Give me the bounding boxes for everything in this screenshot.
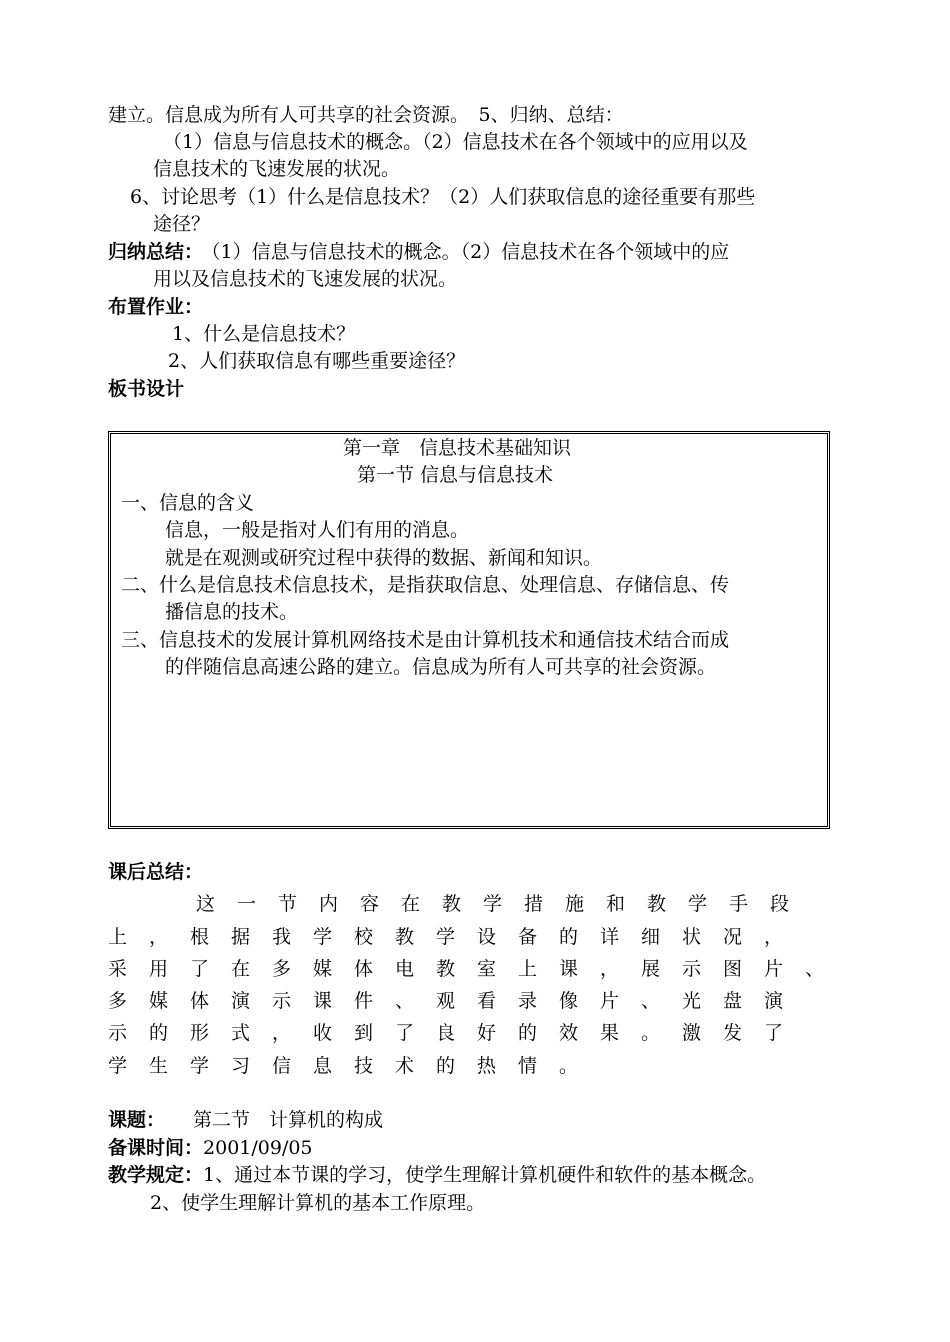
text-line: 采用了在多媒体电教室上课，展示图片、	[108, 958, 847, 980]
text-line: 建立。信息成为所有人可共享的社会资源。 5、归纳、总结：	[108, 104, 624, 126]
time-value: 2001/09/05	[203, 1137, 313, 1159]
text-line: 学生学习信息技术的热情。	[108, 1055, 601, 1077]
summary-text: （1）信息与信息技术的概念。（2）信息技术在各个领域中的应	[211, 241, 730, 263]
board-line: 信息，一般是指对人们有用的消息。	[165, 519, 470, 541]
time-label: 备课时间：	[108, 1137, 204, 1159]
homework-item: 1、什么是信息技术？	[172, 323, 356, 345]
text-line: 用以及信息技术的飞速发展的状况。	[153, 268, 458, 290]
text-line: （1）信息与信息技术的概念。（2）信息技术在各个领域中的应用以及	[163, 131, 748, 153]
board-line: 就是在观测或研究过程中获得的数据、新闻和知识。	[165, 547, 603, 569]
board-line: 三、信息技术的发展计算机网络技术是由计算机技术和通信技术结合而成	[121, 629, 730, 651]
board-line: 一、信息的含义	[121, 492, 255, 514]
board-line: 二、什么是信息技术信息技术，是指获取信息、处理信息、存储信息、传	[121, 574, 730, 596]
time-line	[108, 1135, 313, 1161]
board-label: 板书设计	[108, 378, 185, 400]
text-line: 6、讨论思考（1）什么是信息技术？（2）人们获取信息的途径重要有那些	[130, 186, 756, 208]
requirement-line	[108, 1162, 766, 1188]
summary-label: 归纳总结：	[108, 241, 204, 263]
homework-item: 2、人们获取信息有哪些重要途径？	[168, 350, 466, 372]
board-subtitle: 第一节 信息与信息技术	[357, 464, 554, 486]
board-line: 的伴随信息高速公路的建立。信息成为所有人可共享的社会资源。	[165, 656, 717, 678]
requirement-text: 1、通过本节课的学习，使学生理解计算机硬件和软件的基本概念。	[203, 1164, 767, 1186]
summary-line	[108, 239, 729, 265]
text-line: 这一节内容在教学措施和教学手段	[196, 893, 812, 915]
topic-label: 课题：	[108, 1109, 166, 1131]
board-design-box	[108, 431, 830, 829]
requirement-label: 教学规定：	[108, 1164, 204, 1186]
text-line: 多媒体演示课件、观看录像片、光盘演	[108, 990, 806, 1012]
topic-value: 第二节 计算机的构成	[193, 1109, 384, 1131]
board-title: 第一章 信息技术基础知识	[343, 437, 572, 459]
after-label: 课后总结：	[108, 861, 204, 883]
requirement-line-2: 2、使学生理解计算机的基本工作原理。	[150, 1192, 486, 1214]
homework-label: 布置作业：	[108, 296, 204, 318]
topic-line	[108, 1107, 383, 1133]
text-line: 上，根据我学校教学设备的详细状况，	[108, 926, 806, 948]
board-line: 播信息的技术。	[165, 601, 299, 623]
text-line: 途径？	[153, 213, 211, 235]
text-line: 信息技术的飞速发展的状况。	[153, 158, 401, 180]
text-line: 示的形式，收到了良好的效果。激发了	[108, 1022, 806, 1044]
